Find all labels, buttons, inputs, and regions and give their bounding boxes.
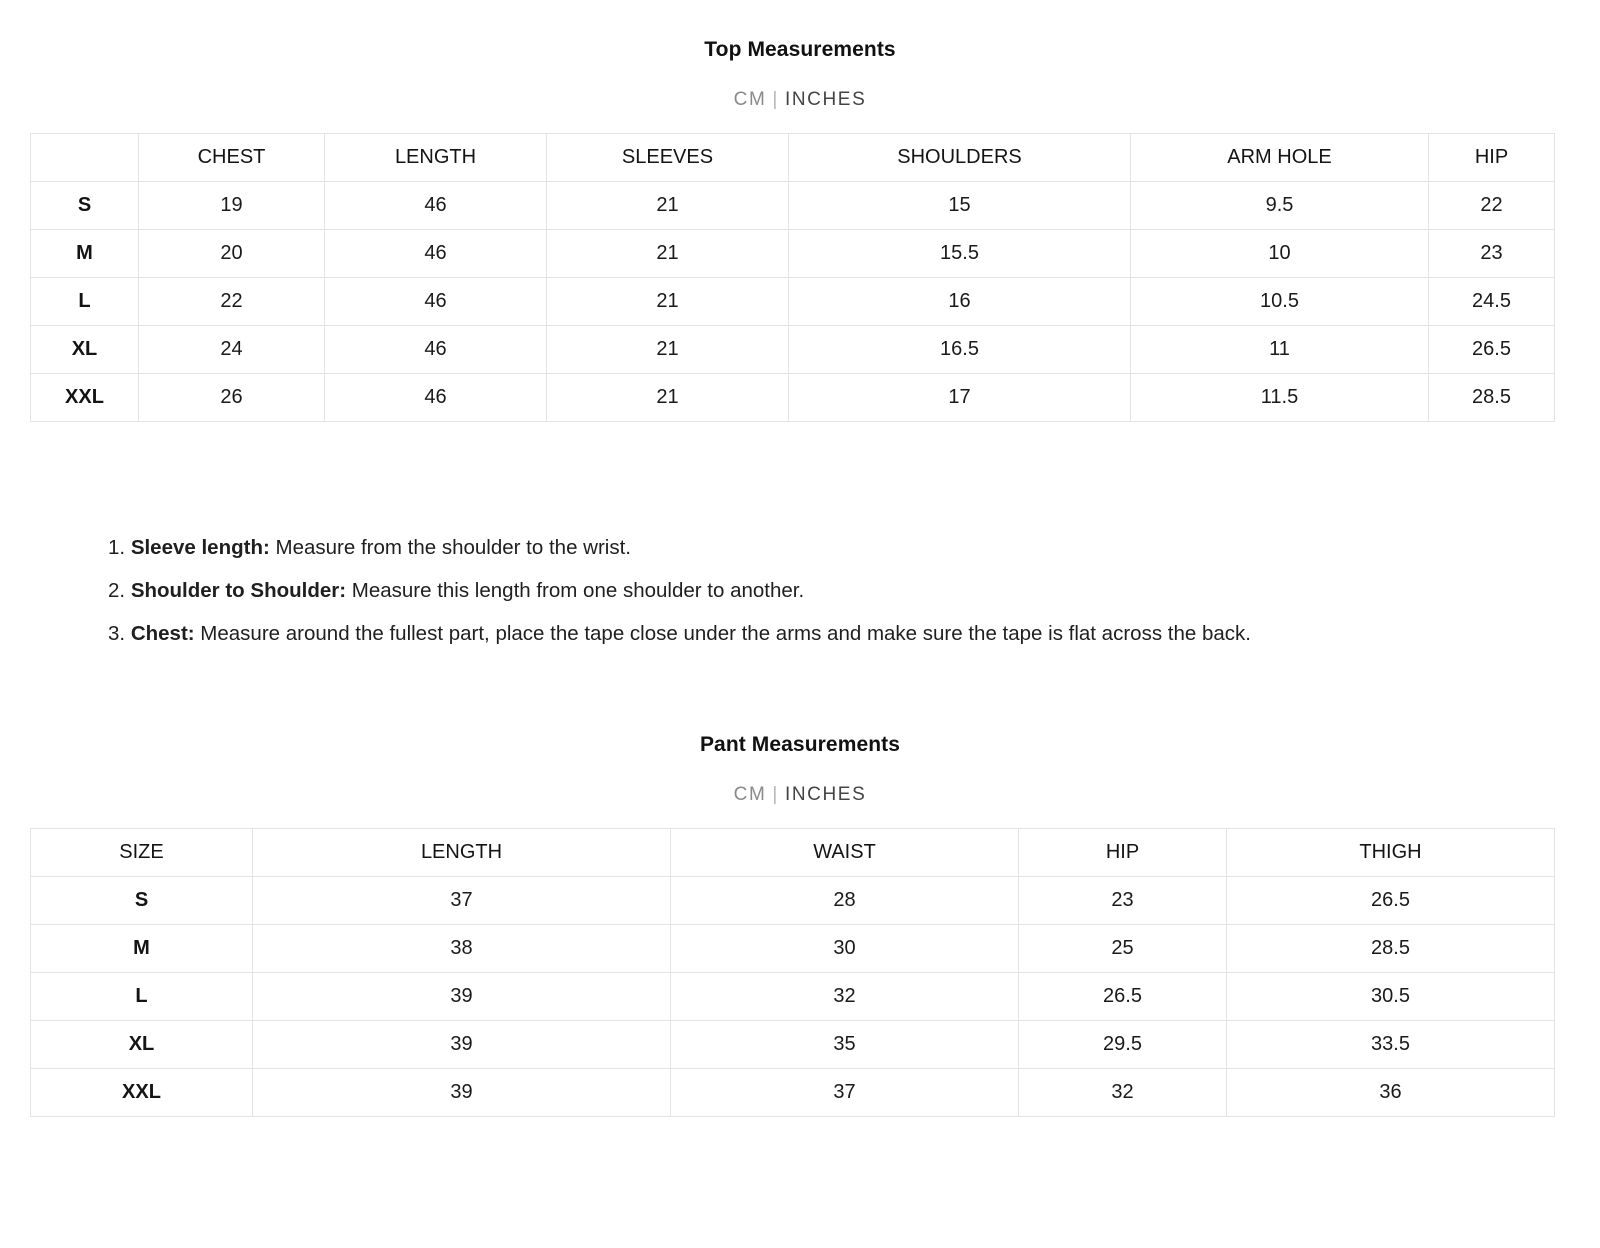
cell-waist: 28 [671, 876, 1019, 924]
cell-sleeves: 21 [547, 278, 789, 326]
cell-hip: 29.5 [1019, 1020, 1227, 1068]
row-size: L [31, 972, 253, 1020]
top-unit-cm[interactable]: CM [733, 89, 767, 110]
note-text: Measure this length from one shoulder to another. [346, 578, 805, 602]
cell-length: 46 [325, 326, 547, 374]
cell-length: 46 [325, 182, 547, 230]
table-row [31, 182, 1555, 230]
column-header-arm-hole: ARM HOLE [1131, 134, 1429, 182]
table-header-row [31, 828, 1555, 876]
cell-length: 46 [325, 230, 547, 278]
cell-arm-hole: 9.5 [1131, 182, 1429, 230]
top-measurements-title: Top Measurements [704, 38, 896, 61]
cell-arm-hole: 11 [1131, 326, 1429, 374]
top-unit-inches[interactable]: INCHES [784, 89, 867, 110]
column-header-waist: WAIST [671, 828, 1019, 876]
cell-chest: 22 [139, 278, 325, 326]
cell-thigh: 26.5 [1227, 876, 1555, 924]
row-size: S [31, 182, 139, 230]
row-size: XXL [31, 374, 139, 422]
cell-chest: 26 [139, 374, 325, 422]
cell-hip: 32 [1019, 1068, 1227, 1116]
cell-sleeves: 21 [547, 182, 789, 230]
column-header-blank [31, 134, 139, 182]
row-size: XL [31, 1020, 253, 1068]
table-row [31, 876, 1555, 924]
cell-length: 46 [325, 278, 547, 326]
table-row [31, 924, 1555, 972]
cell-shoulders: 15.5 [789, 230, 1131, 278]
cell-sleeves: 21 [547, 326, 789, 374]
cell-hip: 26.5 [1019, 972, 1227, 1020]
column-header-hip: HIP [1429, 134, 1555, 182]
cell-hip: 24.5 [1429, 278, 1555, 326]
cell-shoulders: 17 [789, 374, 1131, 422]
cell-chest: 24 [139, 326, 325, 374]
cell-length: 39 [253, 1068, 671, 1116]
cell-thigh: 36 [1227, 1068, 1555, 1116]
table-header-row [31, 134, 1555, 182]
pant-unit-toggle[interactable] [0, 784, 1600, 806]
column-header-length: LENGTH [325, 134, 547, 182]
cell-hip: 28.5 [1429, 374, 1555, 422]
column-header-shoulders: SHOULDERS [789, 134, 1131, 182]
pant-unit-inches[interactable]: INCHES [784, 783, 867, 805]
cell-thigh: 28.5 [1227, 924, 1555, 972]
table-row [31, 1020, 1555, 1068]
note-number: 1. [108, 536, 126, 559]
table-row [31, 278, 1555, 326]
row-size: M [31, 924, 253, 972]
column-header-chest: CHEST [139, 134, 325, 182]
cell-shoulders: 16 [789, 278, 1131, 326]
note-number: 3. [108, 621, 126, 645]
cell-arm-hole: 10 [1131, 230, 1429, 278]
measurement-instructions [108, 532, 1538, 650]
cell-shoulders: 15 [789, 182, 1131, 230]
cell-hip: 22 [1429, 182, 1555, 230]
cell-sleeves: 21 [547, 374, 789, 422]
table-row [31, 374, 1555, 422]
table-row [31, 326, 1555, 374]
cell-chest: 20 [139, 230, 325, 278]
pant-unit-separator: | [772, 783, 779, 805]
note-term: Shoulder to Shoulder: [130, 578, 347, 602]
cell-hip: 23 [1429, 230, 1555, 278]
row-size: XXL [31, 1068, 253, 1116]
table-row [31, 230, 1555, 278]
column-header-sleeves: SLEEVES [547, 134, 789, 182]
cell-waist: 37 [671, 1068, 1019, 1116]
cell-length: 38 [253, 924, 671, 972]
note-item [108, 532, 1538, 564]
cell-arm-hole: 11.5 [1131, 374, 1429, 422]
row-size: L [31, 278, 139, 326]
row-size: M [31, 230, 139, 278]
note-text: Measure around the fullest part, place the tape close under the arms and make sure the tape is flat across the back. [194, 621, 1251, 645]
pant-measurements-title: Pant Measurements [699, 732, 901, 756]
cell-hip: 26.5 [1429, 326, 1555, 374]
cell-waist: 32 [671, 972, 1019, 1020]
pant-measurements-table [30, 828, 1555, 1117]
column-header-size: SIZE [31, 828, 253, 876]
top-measurements-table [30, 133, 1555, 422]
table-row [31, 1068, 1555, 1116]
cell-thigh: 30.5 [1227, 972, 1555, 1020]
cell-length: 39 [253, 1020, 671, 1068]
cell-thigh: 33.5 [1227, 1020, 1555, 1068]
cell-chest: 19 [139, 182, 325, 230]
cell-length: 39 [253, 972, 671, 1020]
row-size: S [31, 876, 253, 924]
cell-hip: 23 [1019, 876, 1227, 924]
top-unit-separator: | [772, 89, 779, 110]
note-item [108, 618, 1538, 650]
cell-length: 46 [325, 374, 547, 422]
cell-waist: 35 [671, 1020, 1019, 1068]
cell-hip: 25 [1019, 924, 1227, 972]
cell-waist: 30 [671, 924, 1019, 972]
cell-sleeves: 21 [547, 230, 789, 278]
note-text: Measure from the shoulder to the wrist. [269, 536, 631, 559]
pant-unit-cm[interactable]: CM [733, 783, 767, 805]
column-header-thigh: THIGH [1227, 828, 1555, 876]
note-term: Chest: [130, 621, 195, 645]
note-term: Sleeve length: [130, 536, 270, 559]
note-item [108, 575, 1538, 607]
row-size: XL [31, 326, 139, 374]
top-unit-toggle[interactable] [0, 89, 1600, 111]
cell-length: 37 [253, 876, 671, 924]
cell-shoulders: 16.5 [789, 326, 1131, 374]
column-header-length: LENGTH [253, 828, 671, 876]
cell-arm-hole: 10.5 [1131, 278, 1429, 326]
table-row [31, 972, 1555, 1020]
column-header-hip: HIP [1019, 828, 1227, 876]
note-number: 2. [108, 578, 126, 602]
